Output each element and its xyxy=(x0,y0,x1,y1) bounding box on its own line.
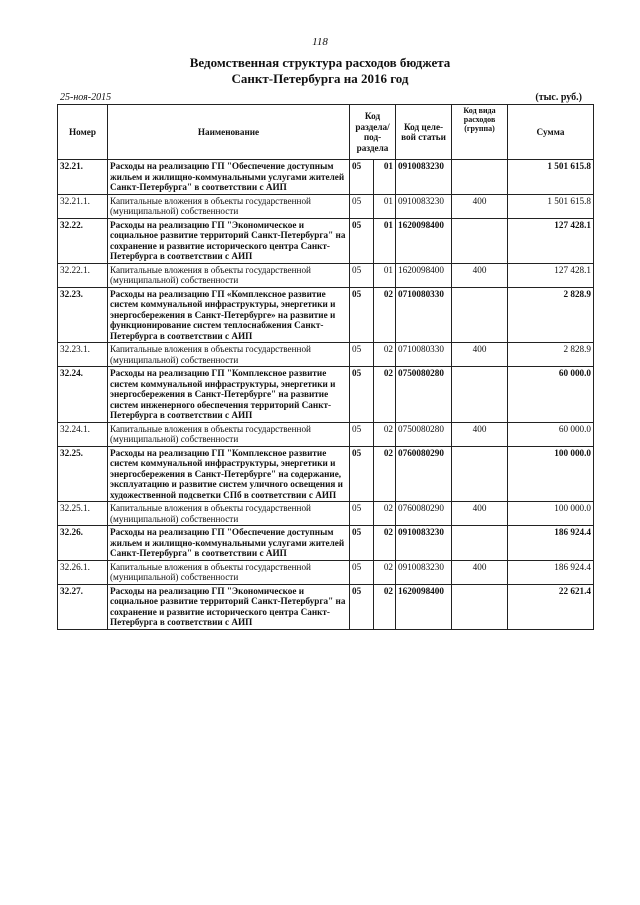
table-row xyxy=(58,584,594,629)
row-name: Расходы на реализацию ГП «Комплексное развитие систем коммунальной инфраструктуры, энергетики и энергосбережения в Санкт-Петербурге» на развитие и функционирование систем теплоснабжения Санкт-Петербурга в соответствии с АИП xyxy=(108,287,350,343)
header-article: Код целе- вой статьи xyxy=(396,105,452,160)
row-name: Капитальные вложения в объекты государственной (муниципальной) собственности xyxy=(108,560,350,584)
table-row xyxy=(58,526,594,561)
units-label: (тыс. руб.) xyxy=(535,92,582,103)
row-amount: 127 428.1 xyxy=(508,218,594,263)
header-section: Код раздела/ под- раздела xyxy=(350,105,396,160)
row-group xyxy=(452,584,508,629)
row-section: 05 xyxy=(350,194,374,218)
row-group: 400 xyxy=(452,422,508,446)
row-group xyxy=(452,287,508,343)
row-amount: 1 501 615.8 xyxy=(508,160,594,195)
table-header-row xyxy=(58,105,594,160)
row-amount: 60 000.0 xyxy=(508,367,594,423)
table-row xyxy=(58,502,594,526)
row-article: 0710080330 xyxy=(396,287,452,343)
header-group: Код вида расходов (группа) xyxy=(452,105,508,160)
table-row xyxy=(58,422,594,446)
row-number: 32.26.1. xyxy=(58,560,108,584)
row-group xyxy=(452,218,508,263)
table-row xyxy=(58,263,594,287)
row-amount: 22 621.4 xyxy=(508,584,594,629)
row-section: 05 xyxy=(350,160,374,195)
table-row xyxy=(58,160,594,195)
row-amount: 100 000.0 xyxy=(508,502,594,526)
row-amount: 186 924.4 xyxy=(508,526,594,561)
budget-table xyxy=(57,104,594,630)
row-number: 32.27. xyxy=(58,584,108,629)
row-article: 0910083230 xyxy=(396,194,452,218)
row-article: 0910083230 xyxy=(396,160,452,195)
row-number: 32.24.1. xyxy=(58,422,108,446)
row-section: 05 xyxy=(350,560,374,584)
row-number: 32.25.1. xyxy=(58,502,108,526)
table-row xyxy=(58,343,594,367)
row-section: 05 xyxy=(350,367,374,423)
row-group xyxy=(452,446,508,502)
row-article: 0760080290 xyxy=(396,502,452,526)
row-group xyxy=(452,367,508,423)
row-amount: 2 828.9 xyxy=(508,343,594,367)
row-name: Расходы на реализацию ГП "Обеспечение доступным жильем и жилищно-коммунальными услугами жителей Санкт-Петербурга" в соответствии с АИП xyxy=(108,526,350,561)
row-article: 1620098400 xyxy=(396,263,452,287)
row-section: 05 xyxy=(350,422,374,446)
row-group: 400 xyxy=(452,194,508,218)
row-article: 0710080330 xyxy=(396,343,452,367)
row-name: Расходы на реализацию ГП "Экономическое и социальное развитие территорий Санкт-Петербурга" на сохранение и развитие исторического центра Санкт-Петербурга в соответствии с АИП xyxy=(108,584,350,629)
row-subsection: 02 xyxy=(374,502,396,526)
row-name: Расходы на реализацию ГП "Экономическое и социальное развитие территорий Санкт-Петербурга" на сохранение и развитие исторического центра Санкт-Петербурга в соответствии с АИП xyxy=(108,218,350,263)
row-subsection: 01 xyxy=(374,263,396,287)
row-name: Капитальные вложения в объекты государственной (муниципальной) собственности xyxy=(108,343,350,367)
row-name: Капитальные вложения в объекты государственной (муниципальной) собственности xyxy=(108,422,350,446)
row-section: 05 xyxy=(350,526,374,561)
row-name: Расходы на реализацию ГП "Комплексное развитие систем коммунальной инфраструктуры, энергетики и энергосбережения в Санкт-Петербурге" на содержание, эксплуатацию и развитие систем уличного освещения и художественной подсветки СПб в соответствии с АИП xyxy=(108,446,350,502)
row-number: 32.22.1. xyxy=(58,263,108,287)
row-number: 32.23.1. xyxy=(58,343,108,367)
row-group xyxy=(452,160,508,195)
row-group xyxy=(452,526,508,561)
row-subsection: 02 xyxy=(374,422,396,446)
row-name: Расходы на реализацию ГП "Комплексное развитие систем коммунальной инфраструктуры, энергетики и энергосбережения в Санкт-Петербурге" на развитие систем инженерного обеспечения территорий Санкт-Петербурга в соответствии с АИП xyxy=(108,367,350,423)
row-name: Капитальные вложения в объекты государственной (муниципальной) собственности xyxy=(108,194,350,218)
row-article: 1620098400 xyxy=(396,218,452,263)
row-subsection: 02 xyxy=(374,287,396,343)
row-subsection: 01 xyxy=(374,160,396,195)
row-name: Капитальные вложения в объекты государственной (муниципальной) собственности xyxy=(108,263,350,287)
title-line-2: Санкт-Петербурга на 2016 год xyxy=(231,71,409,86)
row-article: 0910083230 xyxy=(396,560,452,584)
row-subsection: 01 xyxy=(374,218,396,263)
row-article: 0750080280 xyxy=(396,367,452,423)
row-group: 400 xyxy=(452,560,508,584)
row-number: 32.26. xyxy=(58,526,108,561)
table-row xyxy=(58,367,594,423)
row-article: 0910083230 xyxy=(396,526,452,561)
table-row xyxy=(58,194,594,218)
row-group: 400 xyxy=(452,502,508,526)
table-row xyxy=(58,287,594,343)
row-section: 05 xyxy=(350,287,374,343)
table-row xyxy=(58,560,594,584)
row-section: 05 xyxy=(350,446,374,502)
row-subsection: 02 xyxy=(374,584,396,629)
page-title xyxy=(0,55,640,87)
row-name: Капитальные вложения в объекты государственной (муниципальной) собственности xyxy=(108,502,350,526)
row-group: 400 xyxy=(452,343,508,367)
row-number: 32.24. xyxy=(58,367,108,423)
header-name: Наименование xyxy=(108,105,350,160)
row-section: 05 xyxy=(350,502,374,526)
row-amount: 127 428.1 xyxy=(508,263,594,287)
row-amount: 100 000.0 xyxy=(508,446,594,502)
table-body xyxy=(58,160,594,630)
row-number: 32.21. xyxy=(58,160,108,195)
row-article: 1620098400 xyxy=(396,584,452,629)
row-subsection: 02 xyxy=(374,560,396,584)
row-number: 32.22. xyxy=(58,218,108,263)
page-number: 118 xyxy=(312,36,328,48)
row-article: 0750080280 xyxy=(396,422,452,446)
row-section: 05 xyxy=(350,218,374,263)
row-section: 05 xyxy=(350,584,374,629)
row-subsection: 02 xyxy=(374,526,396,561)
header-amount: Сумма xyxy=(508,105,594,160)
header-number: Номер xyxy=(58,105,108,160)
row-group: 400 xyxy=(452,263,508,287)
title-line-1: Ведомственная структура расходов бюджета xyxy=(189,55,451,70)
row-name: Расходы на реализацию ГП "Обеспечение доступным жильем и жилищно-коммунальными услугами жителей Санкт-Петербурга" в соответствии с АИП xyxy=(108,160,350,195)
row-section: 05 xyxy=(350,263,374,287)
row-amount: 60 000.0 xyxy=(508,422,594,446)
document-date: 25-ноя-2015 xyxy=(60,92,112,103)
row-section: 05 xyxy=(350,343,374,367)
table-row xyxy=(58,446,594,502)
row-amount: 186 924.4 xyxy=(508,560,594,584)
row-article: 0760080290 xyxy=(396,446,452,502)
table-row xyxy=(58,218,594,263)
row-amount: 1 501 615.8 xyxy=(508,194,594,218)
row-subsection: 02 xyxy=(374,343,396,367)
row-number: 32.21.1. xyxy=(58,194,108,218)
row-amount: 2 828.9 xyxy=(508,287,594,343)
row-number: 32.23. xyxy=(58,287,108,343)
row-subsection: 02 xyxy=(374,446,396,502)
row-subsection: 02 xyxy=(374,367,396,423)
row-number: 32.25. xyxy=(58,446,108,502)
row-subsection: 01 xyxy=(374,194,396,218)
